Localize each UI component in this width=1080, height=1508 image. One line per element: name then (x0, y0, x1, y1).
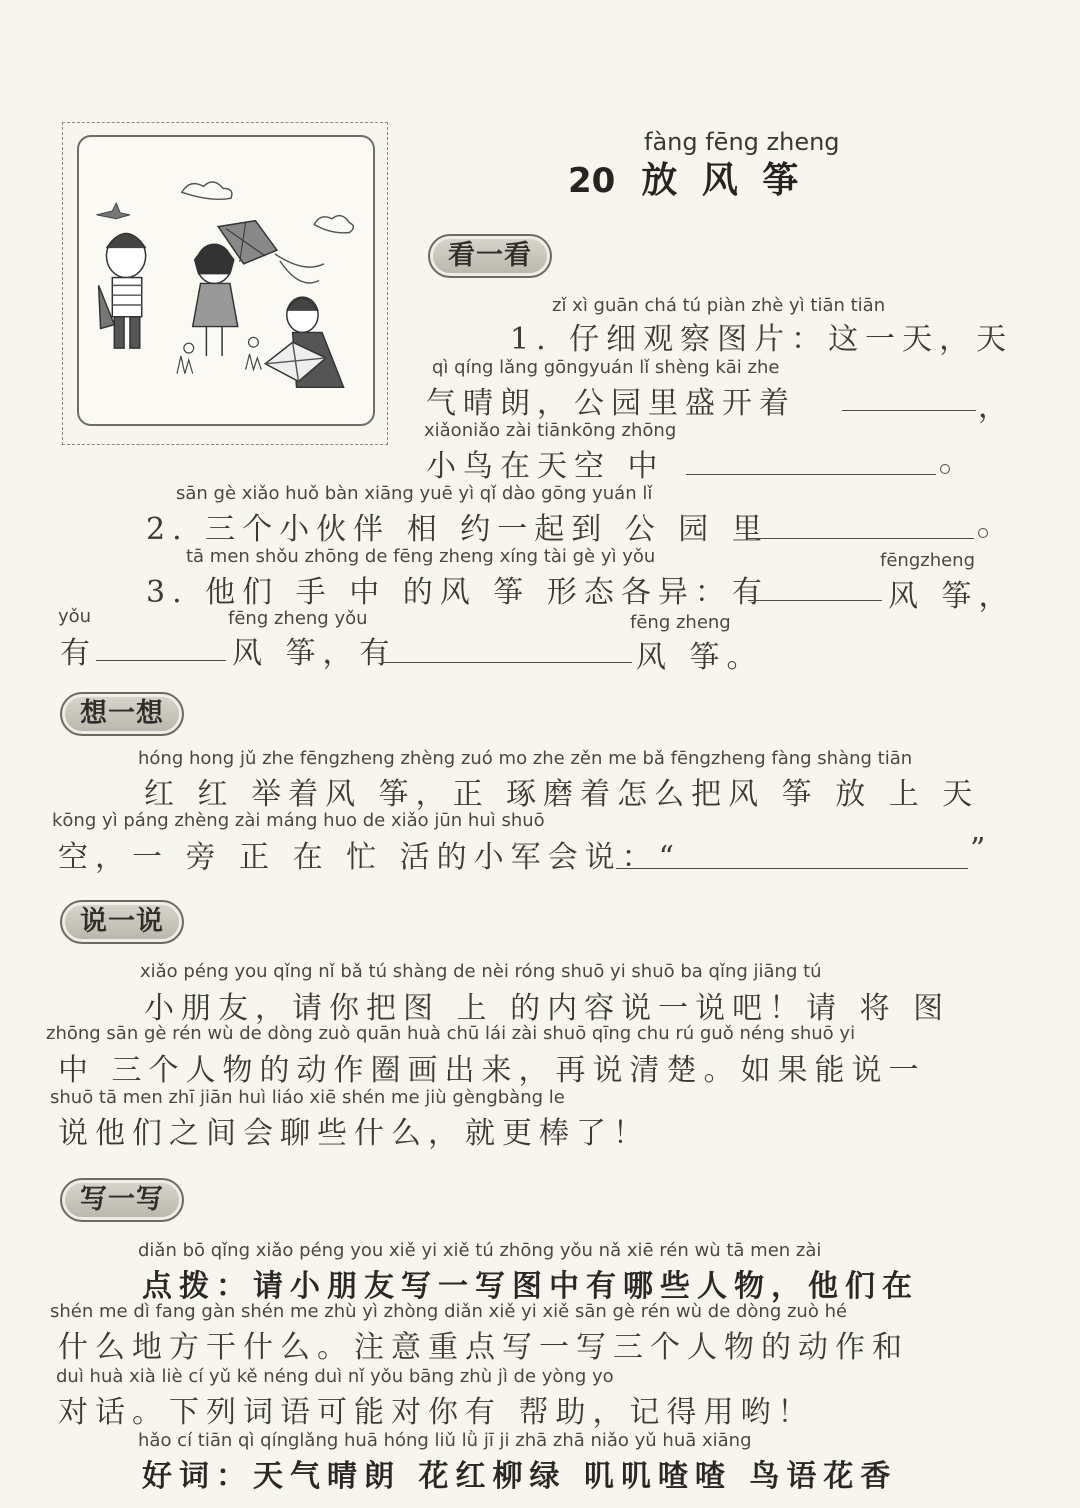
period-mark (940, 464, 950, 474)
speak-line2-text: 中 三个人物的动作圈画出来，再说清楚。如果能说一 (58, 1053, 926, 1088)
look-line1-text: 1. 仔细观察图片：这一天，天 (510, 322, 1014, 357)
speak-line1-pinyin: xiǎo péng you qǐng nǐ bǎ tú shàng de nèi róng shuō yi shuō ba qǐng jiāng tú (140, 961, 822, 982)
period-mark (978, 528, 988, 538)
think-line2-pinyin: kōng yì páng zhèng zài máng huo de xiǎo jūn huì shuō (52, 810, 545, 831)
look-line2-text: 气晴朗，公园里盛开着 (426, 386, 796, 421)
think-line1-pinyin: hóng hong jǔ zhe fēngzheng zhèng zuó mo zhe zěn me bǎ fēngzheng fàng shàng tiān (138, 748, 913, 769)
think-line2-end: ” (970, 832, 986, 867)
lesson-number: 20 (568, 161, 616, 201)
look-line5-text: 3. 他们 手 中 的风 筝 形态各异：有 (146, 575, 769, 610)
girl-figure (193, 244, 238, 356)
look-line6-pinyin-b: fēng zheng yǒu (228, 608, 368, 629)
write-line1-pinyin: diǎn bō qǐng xiǎo péng you xiě yi xiě tú zhōng yǒu nǎ xiē rén wù tā men zài (138, 1240, 822, 1261)
answer-blank-kite-2[interactable] (96, 660, 226, 661)
look-line6-b: 风 筝，有 (232, 636, 397, 671)
cloud-icon (182, 182, 354, 233)
bird-icon (97, 203, 130, 219)
look-line2-pinyin: qì qíng lǎng gōngyuán lǐ shèng kāi zhe (432, 357, 780, 378)
look-line2-end: ， (978, 390, 1008, 425)
look-line6-c: 风 筝。 (636, 640, 764, 675)
illustration-frame (62, 122, 388, 445)
kneeling-child-figure (265, 297, 343, 387)
look-line5-end: 风 筝， (888, 579, 1016, 614)
lesson-title (568, 152, 804, 203)
write-line4-text: 好词：天气晴朗 花红柳绿 叽叽喳喳 鸟语花香 (142, 1459, 898, 1494)
answer-blank-birds[interactable] (686, 474, 936, 475)
answer-blank-park[interactable] (746, 538, 974, 539)
look-line6-pinyin-c: fēng zheng (630, 612, 731, 633)
answer-blank-kite-1[interactable] (748, 600, 882, 601)
speak-line2-pinyin: zhōng sān gè rén wù de dòng zuò quān huà chū lái zài shuō qīng chu rú guǒ néng shuō yi (46, 1023, 856, 1044)
think-line1-text: 红 红 举着风 筝，正 琢磨着怎么把风 筝 放 上 天 (144, 777, 980, 812)
children-flying-kites-drawing (79, 137, 373, 424)
answer-blank-flowers[interactable] (842, 410, 976, 411)
look-line3-text: 小鸟在天空 中 (426, 449, 665, 484)
boy-figure (99, 233, 146, 348)
title-pinyin: fàng fēng zheng (644, 128, 840, 156)
write-line2-text: 什么地方干什么。注意重点写一写三个人物的动作和 (58, 1330, 909, 1365)
section-badge-think: 想一想 (60, 692, 184, 736)
look-line4-text: 2. 三个小伙伴 相 约一起到 公 园 里 (146, 512, 769, 547)
speak-line1-text: 小朋友，请你把图 上 的内容说一说吧！请 将 图 (144, 991, 951, 1026)
look-line6-pinyin-a: yǒu (58, 606, 92, 627)
think-line2-text: 空，一 旁 正 在 忙 活的小军会说：“ (58, 840, 682, 875)
speak-line3-text: 说他们之间会聊些什么，就更棒了！ (58, 1116, 650, 1151)
section-badge-write: 写一写 (60, 1178, 184, 1222)
look-line3-pinyin: xiǎoniǎo zài tiānkōng zhōng (424, 420, 677, 441)
look-line5-pinyin: tā men shǒu zhōng de fēng zheng xíng tài gè yì yǒu (186, 546, 656, 567)
lesson-title-text: 放 风 筝 (641, 160, 805, 201)
answer-blank-xiaojun-says[interactable] (616, 868, 968, 869)
answer-blank-kite-3[interactable] (382, 662, 632, 663)
look-line5-pinyin-kite: fēngzheng (880, 550, 976, 571)
write-line4-pinyin: hǎo cí tiān qì qínglǎng huā hóng liǔ lǜ jī ji zhā zhā niǎo yǔ huā xiāng (138, 1430, 752, 1451)
write-line1-text: 点拨：请小朋友写一写图中有哪些人物，他们在 (142, 1269, 919, 1304)
section-badge-speak: 说一说 (60, 900, 184, 944)
look-line6-a: 有 (60, 636, 97, 671)
look-line1-pinyin: zǐ xì guān chá tú piàn zhè yì tiān tiān (552, 295, 886, 316)
kite-flying-illustration (77, 135, 375, 426)
write-line2-pinyin: shén me dì fang gàn shén me zhù yì zhòng diǎn xiě yi xiě sān gè rén wù de dòng zuò hé (50, 1301, 848, 1322)
section-badge-look: 看一看 (428, 234, 552, 278)
look-line4-pinyin: sān gè xiǎo huǒ bàn xiāng yuē yì qǐ dào gōng yuán lǐ (176, 483, 653, 504)
speak-line3-pinyin: shuō tā men zhī jiān huì liáo xiē shén me jiù gèngbàng le (50, 1087, 565, 1108)
write-line3-pinyin: duì huà xià liè cí yǔ kě néng duì nǐ yǒu bāng zhù jì de yòng yo (56, 1366, 614, 1387)
write-line3-text: 对话。下列词语可能对你有 帮助，记得用哟！ (58, 1395, 815, 1430)
grass-icon (177, 337, 261, 373)
